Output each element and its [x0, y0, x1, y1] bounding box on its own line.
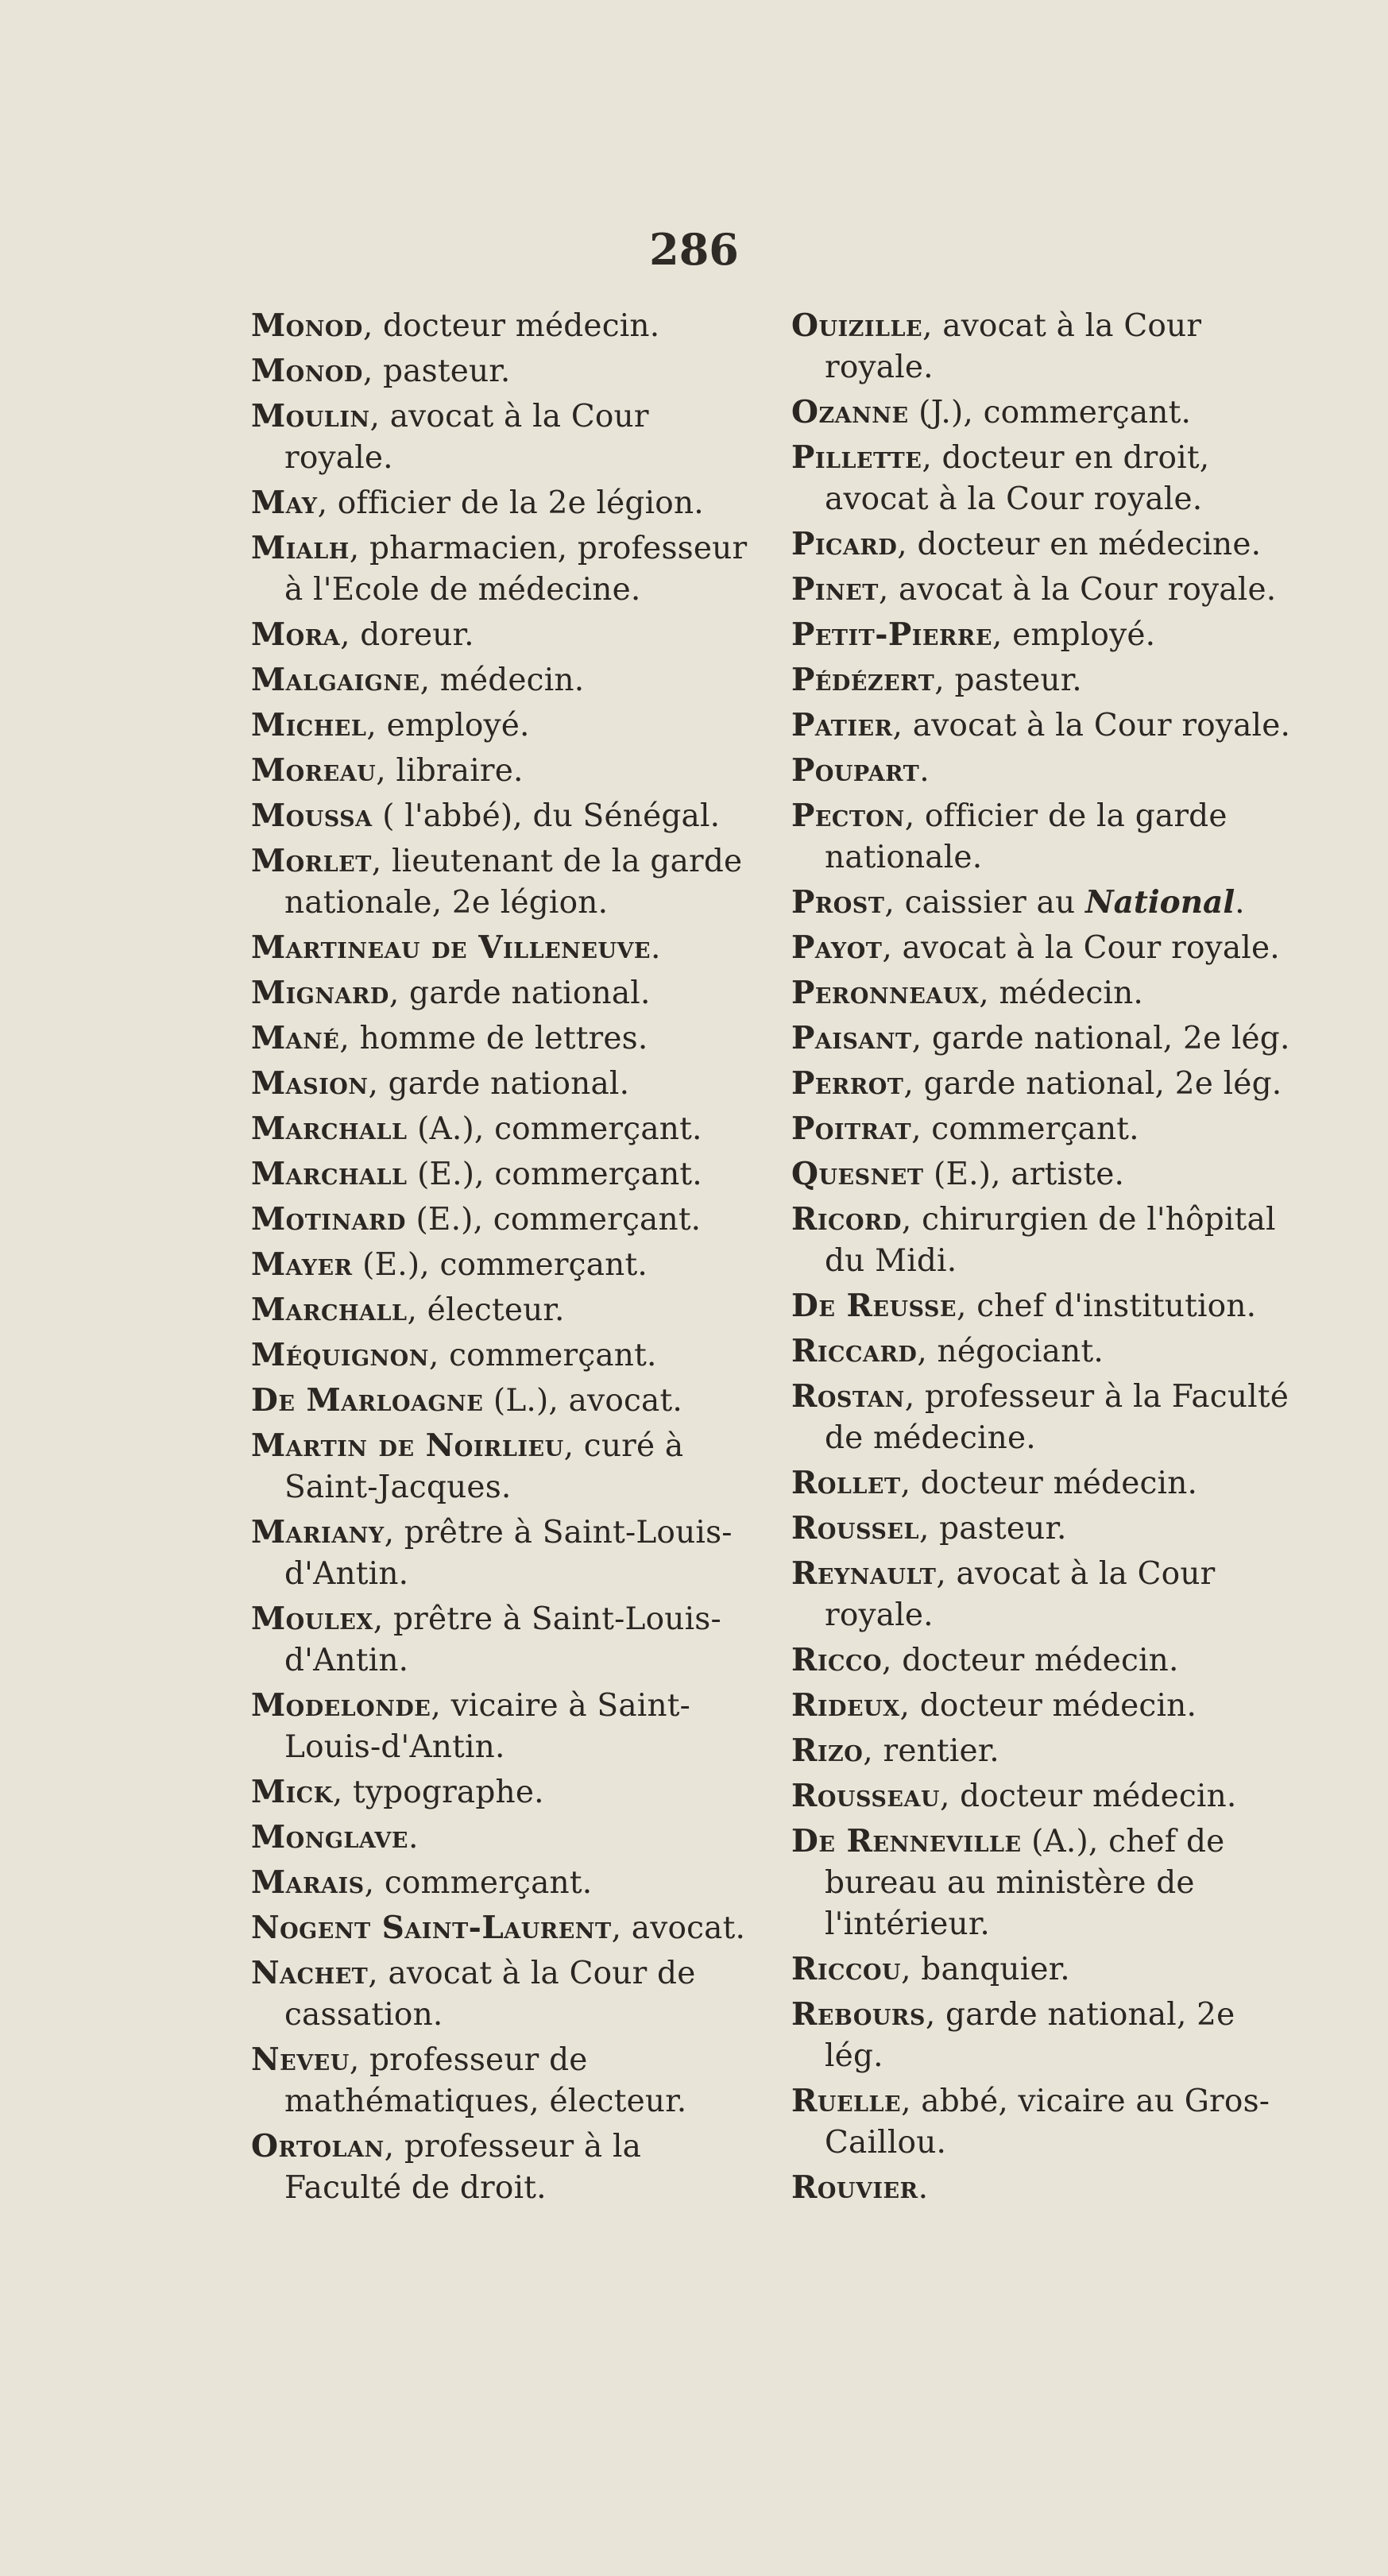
- entry-name: Moulin: [251, 398, 370, 434]
- entry-name: Rousseau: [791, 1778, 940, 1814]
- directory-entry: [791, 1018, 1300, 1060]
- entry-description: .: [408, 1820, 419, 1856]
- entry-description: , électeur.: [407, 1292, 565, 1328]
- entry-description: , docteur médecin.: [899, 1688, 1197, 1724]
- entry-description: , pasteur.: [918, 1511, 1067, 1547]
- entry-description: , pasteur.: [934, 662, 1082, 698]
- entry-description: , curé à Saint-Jacques.: [284, 1428, 684, 1505]
- entry-name: Mick: [251, 1774, 333, 1810]
- directory-entry: [251, 2126, 760, 2209]
- entry-name: Rollet: [791, 1465, 901, 1501]
- directory-entry: [791, 2167, 1300, 2209]
- entry-name: De Marloagne: [251, 1382, 484, 1419]
- entry-description: , professeur de mathématiques, électeur.: [284, 2042, 687, 2119]
- entry-description: , prêtre à Saint-Louis-d'Antin.: [284, 1515, 733, 1592]
- directory-entry: [251, 1771, 760, 1813]
- entry-description: , docteur en médecine.: [897, 527, 1262, 562]
- directory-entry: [791, 927, 1300, 969]
- directory-entry: [251, 614, 760, 656]
- entry-description: , garde national, 2e lég.: [903, 1066, 1282, 1102]
- entry-name: Roussel: [791, 1510, 919, 1547]
- directory-entry: [791, 614, 1300, 656]
- entry-description: , officier de la garde nationale.: [825, 798, 1228, 875]
- directory-entry: [251, 1512, 760, 1595]
- directory-entry: [251, 482, 760, 524]
- directory-entry: [251, 1153, 760, 1195]
- entry-name: Ortolan: [251, 2128, 385, 2165]
- entry-description: , employé.: [366, 708, 530, 743]
- entry-description: , garde national.: [389, 975, 651, 1011]
- entry-name: Michel: [251, 707, 367, 743]
- entry-description: , avocat.: [611, 1910, 746, 1946]
- directory-entry: [251, 1108, 760, 1150]
- directory-entry: [791, 1730, 1300, 1772]
- directory-entry: [251, 1334, 760, 1377]
- entry-name: Masion: [251, 1065, 369, 1102]
- entry-description: , chef d'institution.: [957, 1288, 1257, 1324]
- entry-description: (E.), commerçant.: [405, 1202, 702, 1238]
- entry-name: Moreau: [251, 752, 377, 789]
- entry-description: , docteur en droit, avocat à la Cour royale.: [825, 440, 1210, 517]
- entry-name: Méquignon: [251, 1337, 429, 1373]
- entry-name: Pecton: [791, 798, 905, 834]
- entry-name: Riccou: [791, 1951, 902, 1987]
- entry-name: Prost: [791, 884, 885, 921]
- entry-description: (L.), avocat.: [483, 1383, 682, 1419]
- entry-name: Petit-Pierre: [791, 616, 992, 653]
- directory-entry: [791, 972, 1300, 1014]
- directory-entry: [791, 882, 1300, 924]
- entry-description: , typographe.: [332, 1775, 544, 1810]
- directory-entry: [251, 1425, 760, 1508]
- directory-entry: [791, 1063, 1300, 1105]
- entry-name: May: [251, 485, 318, 521]
- entry-name: Monod: [251, 353, 363, 389]
- entry-description: .: [918, 2170, 929, 2206]
- directory-entry: [251, 750, 760, 792]
- entry-name: Modelonde: [251, 1687, 431, 1724]
- directory-entry: [251, 795, 760, 837]
- entry-name: Marais: [251, 1864, 365, 1901]
- entry-description: (E.), artiste.: [923, 1157, 1125, 1192]
- entry-description: , garde national.: [368, 1066, 630, 1102]
- directory-entry: [251, 1952, 760, 2036]
- entry-description: .: [650, 930, 661, 966]
- directory-entry: [251, 705, 760, 747]
- entry-name: Rebours: [791, 1996, 926, 2033]
- entry-description: , lieutenant de la garde nationale, 2e légion.: [284, 844, 743, 921]
- entry-description: , rentier.: [863, 1733, 999, 1769]
- directory-entry: [251, 2039, 760, 2122]
- entry-name: Payot: [791, 929, 883, 966]
- entry-name: Rouvier: [791, 2169, 918, 2206]
- entry-name: Paisant: [791, 1020, 912, 1056]
- entry-after: .: [1235, 885, 1245, 921]
- entry-description: , vicaire à Saint-Louis-d'Antin.: [284, 1688, 691, 1765]
- entry-name: Morlet: [251, 843, 372, 879]
- directory-entry: [791, 523, 1300, 566]
- directory-entry: [251, 1907, 760, 1949]
- entry-name: Marchall: [251, 1156, 408, 1192]
- page-number: 286: [649, 224, 739, 275]
- entry-name: Ricord: [791, 1201, 902, 1238]
- entry-name: Mayer: [251, 1246, 353, 1283]
- directory-entry: [251, 305, 760, 347]
- directory-entry: [791, 392, 1300, 434]
- entry-name: Pillette: [791, 439, 922, 476]
- directory-entry: [791, 1285, 1300, 1327]
- entry-description: , libraire.: [376, 753, 524, 789]
- directory-entry: [251, 350, 760, 392]
- directory-entry: [251, 659, 760, 701]
- left-column: [251, 305, 760, 2212]
- entry-name: Mané: [251, 1020, 340, 1056]
- directory-entry: [791, 1775, 1300, 1817]
- directory-entry: [791, 1330, 1300, 1373]
- entry-name: Pinet: [791, 571, 879, 608]
- entry-description: , avocat à la Cour royale.: [284, 399, 649, 476]
- entry-name: Nogent Saint-Laurent: [251, 1910, 612, 1946]
- entry-description: , docteur médecin.: [882, 1643, 1179, 1678]
- entry-description: (A.), chef de bureau au ministère de l'intérieur.: [825, 1824, 1225, 1942]
- entry-name: Ozanne: [791, 394, 909, 431]
- entry-name: Nachet: [251, 1955, 369, 1991]
- entry-description: (J.), commerçant.: [908, 395, 1192, 431]
- entry-description: , homme de lettres.: [339, 1021, 648, 1056]
- directory-entry: [791, 1994, 1300, 2077]
- entry-description: , abbé, vicaire au Gros-Caillou.: [825, 2084, 1270, 2161]
- entry-name: Neveu: [251, 2041, 350, 2078]
- entry-name: Mariany: [251, 1514, 385, 1551]
- entry-name: Ouizille: [791, 307, 923, 344]
- directory-entry: [791, 1553, 1300, 1636]
- entry-description: , caissier au: [884, 885, 1085, 921]
- entry-name: De Renneville: [791, 1823, 1022, 1860]
- entry-name: De Reusse: [791, 1288, 957, 1324]
- entry-description: .: [919, 753, 930, 789]
- directory-entry: [251, 1380, 760, 1422]
- directory-entry: [791, 1199, 1300, 1282]
- directory-entry: [251, 1244, 760, 1286]
- entry-name: Perrot: [791, 1065, 904, 1102]
- entry-description: , avocat à la Cour royale.: [825, 308, 1202, 385]
- entry-description: , doreur.: [340, 617, 474, 653]
- directory-entry: [791, 705, 1300, 747]
- entry-description: , docteur médecin.: [939, 1778, 1237, 1814]
- entry-description: , avocat à la Cour royale.: [882, 930, 1280, 966]
- directory-entry: [791, 659, 1300, 701]
- directory-entry: [251, 1289, 760, 1331]
- entry-name: Moussa: [251, 798, 373, 834]
- directory-entry: [791, 1639, 1300, 1682]
- directory-entry: [791, 305, 1300, 388]
- entry-name: Monglave: [251, 1819, 408, 1856]
- entry-description: , prêtre à Saint-Louis-d'Antin.: [284, 1601, 721, 1678]
- entry-name: Rizo: [791, 1732, 864, 1769]
- directory-entry: [251, 1817, 760, 1859]
- directory-entry: [251, 527, 760, 611]
- entry-name: Rostan: [791, 1378, 905, 1415]
- entry-name: Motinard: [251, 1201, 406, 1238]
- directory-entry: [791, 569, 1300, 611]
- entry-name: Riccard: [791, 1333, 918, 1369]
- entry-name: Malgaigne: [251, 662, 420, 698]
- entry-description: , négociant.: [917, 1334, 1104, 1369]
- entry-description: , commerçant.: [364, 1865, 593, 1901]
- directory-entry: [251, 1199, 760, 1241]
- directory-entry: [251, 1862, 760, 1904]
- entry-description: , garde national, 2e lég.: [911, 1021, 1290, 1056]
- directory-entry: [251, 1063, 760, 1105]
- entry-name: Marchall: [251, 1110, 408, 1147]
- entry-description: , pharmacien, professeur à l'Ecole de médecine.: [284, 531, 748, 608]
- directory-entry: [251, 1685, 760, 1768]
- entry-name: Reynault: [791, 1555, 937, 1592]
- entry-description: (E.), commerçant.: [407, 1157, 702, 1192]
- entry-name: Monod: [251, 307, 363, 344]
- directory-entry: [791, 795, 1300, 879]
- directory-entry: [251, 396, 760, 479]
- entry-name: Martineau de Villeneuve: [251, 929, 651, 966]
- entry-description: , docteur médecin.: [900, 1466, 1198, 1501]
- entry-name: Patier: [791, 707, 893, 743]
- entry-description: , médecin.: [979, 975, 1143, 1011]
- entry-name: Mialh: [251, 530, 350, 566]
- directory-entry: [791, 750, 1300, 792]
- entry-description: , médecin.: [419, 662, 585, 698]
- entry-description: , professeur à la Faculté de médecine.: [825, 1379, 1289, 1456]
- entry-description: , commerçant.: [911, 1111, 1139, 1147]
- entry-description: (A.), commerçant.: [407, 1111, 702, 1147]
- entry-description: , pasteur.: [362, 353, 511, 389]
- directory-entry: [791, 1376, 1300, 1459]
- entry-name: Poitrat: [791, 1110, 912, 1147]
- directory-entry: [251, 972, 760, 1014]
- entry-name: Poupart: [791, 752, 920, 789]
- entry-description: , avocat à la Cour de cassation.: [284, 1956, 696, 2033]
- entry-description: , avocat à la Cour royale.: [825, 1556, 1216, 1633]
- directory-entry: [791, 1153, 1300, 1195]
- directory-entry: [791, 1462, 1300, 1504]
- entry-name: Rideux: [791, 1687, 900, 1724]
- entry-name: Pédézert: [791, 662, 935, 698]
- entry-name: Peronneaux: [791, 975, 980, 1011]
- entry-name: Marchall: [251, 1292, 408, 1328]
- directory-entry: [251, 927, 760, 969]
- entry-description: , professeur à la Faculté de droit.: [284, 2129, 642, 2206]
- entry-italic: National: [1084, 884, 1235, 921]
- entry-description: , officier de la 2e légion.: [317, 485, 704, 521]
- entry-name: Ricco: [791, 1642, 883, 1678]
- entry-description: , avocat à la Cour royale.: [878, 572, 1277, 608]
- entry-name: Martin de Noirlieu: [251, 1427, 564, 1464]
- directory-entry: [251, 1018, 760, 1060]
- entry-description: , banquier.: [901, 1952, 1070, 1987]
- entry-name: Quesnet: [791, 1156, 924, 1192]
- entry-description: , chirurgien de l'hôpital du Midi.: [825, 1202, 1276, 1279]
- entry-name: Moulex: [251, 1601, 373, 1637]
- entry-description: , commerçant.: [428, 1338, 657, 1373]
- directory-entry: [791, 1108, 1300, 1150]
- right-column: [791, 305, 1300, 2212]
- entry-description: , docteur médecin.: [362, 308, 660, 344]
- entry-name: Mignard: [251, 975, 389, 1011]
- directory-entry: [791, 1948, 1300, 1991]
- entry-name: Mora: [251, 616, 341, 653]
- directory-entry: [791, 2080, 1300, 2164]
- entry-name: Picard: [791, 526, 898, 562]
- entry-description: , employé.: [992, 617, 1156, 653]
- directory-entry: [791, 1508, 1300, 1550]
- directory-entry: [251, 1598, 760, 1682]
- directory-entry: [791, 1685, 1300, 1727]
- entry-description: , garde national, 2e lég.: [825, 1997, 1235, 2074]
- directory-entry: [791, 1821, 1300, 1945]
- directory-entry: [791, 437, 1300, 520]
- entry-description: ( l'abbé), du Sénégal.: [372, 798, 721, 834]
- entry-description: , avocat à la Cour royale.: [892, 708, 1291, 743]
- entry-description: (E.), commerçant.: [352, 1247, 648, 1283]
- directory-entry: [251, 840, 760, 924]
- entry-name: Ruelle: [791, 2083, 902, 2119]
